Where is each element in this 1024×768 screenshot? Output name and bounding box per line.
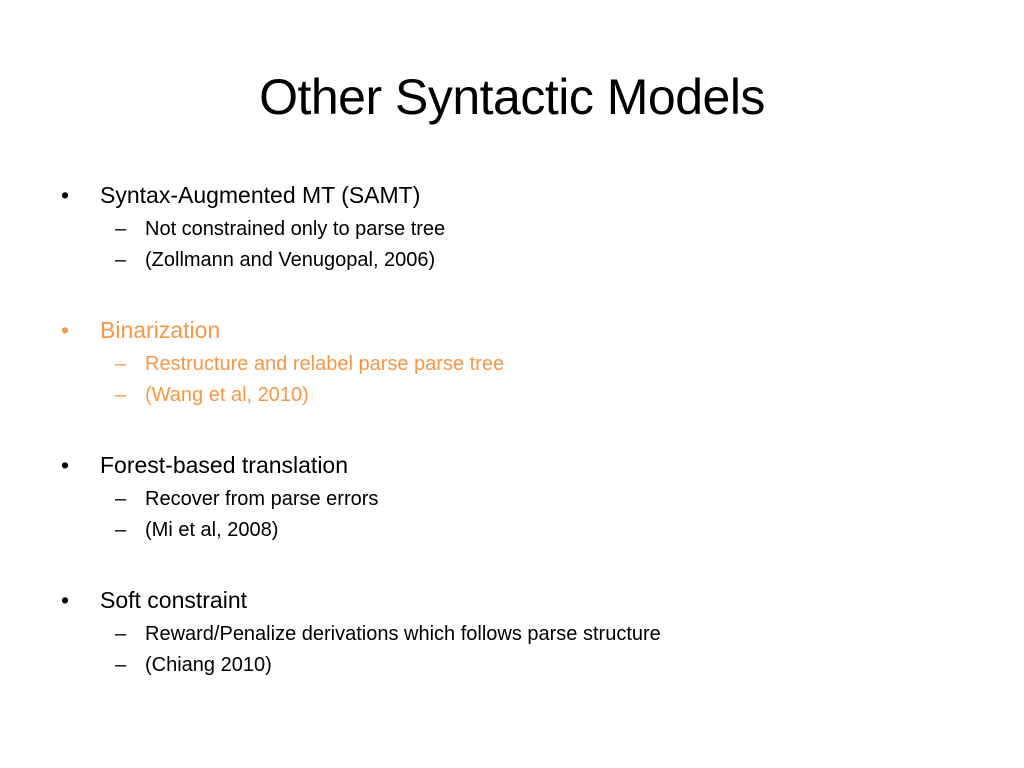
bullet-group-soft-constraint bbox=[58, 581, 988, 681]
sub-item-text: (Zollmann and Venugopal, 2006) bbox=[145, 249, 436, 271]
sub-list-binarization bbox=[58, 349, 988, 411]
dash-icon: – bbox=[115, 218, 127, 240]
dash-icon: – bbox=[115, 654, 127, 676]
bullet-soft-constraint bbox=[58, 581, 988, 619]
sub-item-binarization-description bbox=[58, 349, 988, 380]
dash-icon: – bbox=[115, 519, 127, 541]
bullet-text: Forest-based translation bbox=[100, 452, 349, 478]
bullet-group-binarization bbox=[58, 311, 988, 411]
slide-title: Other Syntactic Models bbox=[259, 69, 765, 125]
sub-item-binarization-citation bbox=[58, 380, 988, 411]
bullet-dot-icon: • bbox=[61, 317, 70, 343]
bullet-dot-icon: • bbox=[61, 452, 70, 478]
bullet-text: Syntax-Augmented MT (SAMT) bbox=[100, 182, 421, 208]
slide-content bbox=[58, 176, 988, 681]
bullet-samt bbox=[58, 176, 988, 214]
sub-list-samt bbox=[58, 214, 988, 276]
sub-item-text: (Chiang 2010) bbox=[145, 654, 272, 676]
sub-list-soft-constraint bbox=[58, 619, 988, 681]
sub-item-soft-constraint-description bbox=[58, 619, 988, 650]
bullet-dot-icon: • bbox=[61, 587, 70, 613]
sub-item-text: Restructure and relabel parse parse tree bbox=[145, 353, 505, 375]
bullet-binarization bbox=[58, 311, 988, 349]
sub-item-text: Not constrained only to parse tree bbox=[145, 218, 446, 240]
sub-list-forest-based-translation bbox=[58, 484, 988, 546]
sub-item-text: Recover from parse errors bbox=[145, 488, 379, 510]
sub-item-forest-citation bbox=[58, 515, 988, 546]
dash-icon: – bbox=[115, 488, 127, 510]
sub-item-text: (Mi et al, 2008) bbox=[145, 519, 279, 541]
dash-icon: – bbox=[115, 249, 127, 271]
sub-item-text: Reward/Penalize derivations which follows parse structure bbox=[145, 623, 661, 645]
bullet-text: Soft constraint bbox=[100, 587, 248, 613]
bullet-forest-based-translation bbox=[58, 446, 988, 484]
dash-icon: – bbox=[115, 623, 127, 645]
sub-item-forest-description bbox=[58, 484, 988, 515]
bullet-group-forest-based-translation bbox=[58, 446, 988, 546]
bullet-group-samt bbox=[58, 176, 988, 276]
dash-icon: – bbox=[115, 353, 127, 375]
sub-item-text: (Wang et al, 2010) bbox=[145, 384, 309, 406]
bullet-text: Binarization bbox=[100, 317, 221, 343]
sub-item-soft-constraint-citation bbox=[58, 650, 988, 681]
dash-icon: – bbox=[115, 384, 127, 406]
sub-item-samt-description bbox=[58, 214, 988, 245]
sub-item-samt-citation bbox=[58, 245, 988, 276]
bullet-dot-icon: • bbox=[61, 182, 70, 208]
